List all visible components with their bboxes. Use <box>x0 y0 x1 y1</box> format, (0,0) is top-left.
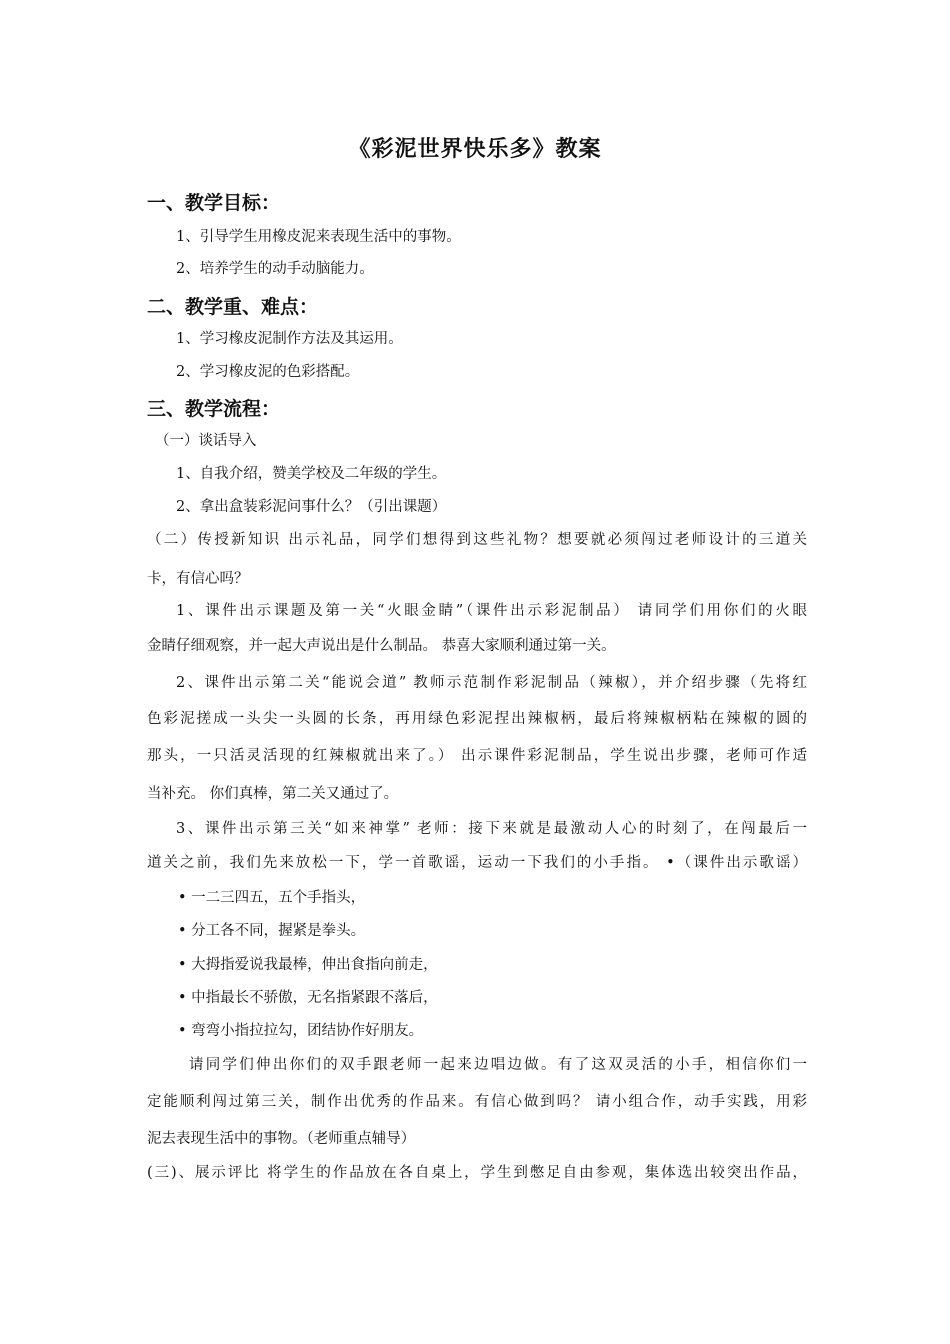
paragraph-line: 1、课件出示课题及第一关“火眼金睛”（课件出示彩泥制品） 请同学们用你们的火眼 <box>176 603 807 619</box>
key-point-item: 2、学习橡皮泥的色彩搭配。 <box>176 364 360 380</box>
intro-item: 1、自我介绍，赞美学校及二年级的学生。 <box>176 466 447 482</box>
section-heading-goals: 一、教学目标： <box>147 192 281 214</box>
goal-item: 2、培养学生的动手动脑能力。 <box>176 261 374 277</box>
part-label-intro: （一）谈话导入 <box>155 433 257 449</box>
intro-item: 2、拿出盒装彩泥问事什么？（引出课题） <box>176 499 447 515</box>
paragraph-line: 那头，一只活灵活现的红辣椒就出来了。） 出示课件彩泥制品，学生说出步骤，老师可作适 <box>147 748 807 764</box>
paragraph-line: 3、课件出示第三关“如来神掌” 老师：接下来就是最激动人心的时刻了，在闯最后一 <box>176 821 807 837</box>
section-heading-key-points: 二、教学重、难点： <box>147 296 319 318</box>
section-heading-process: 三、教学流程： <box>147 398 281 420</box>
paragraph-line: （二）传授新知识 出示礼品，同学们想得到这些礼物？想要就必须闯过老师设计的三道关 <box>147 532 807 548</box>
paragraph-line: 定能顺利闯过第三关，制作出优秀的作品来。有信心做到吗？ 请小组合作，动手实践，用彩 <box>147 1094 807 1110</box>
poem-line: • 中指最长不骄傲，无名指紧跟不落后， <box>178 990 438 1006</box>
paragraph-line: 当补充。 你们真棒，第二关又通过了。 <box>147 786 399 802</box>
paragraph-line: (三)、展示评比 将学生的作品放在各自桌上，学生到憋足自由参观，集体选出较突出作品， <box>147 1165 807 1181</box>
paragraph-line: 泥去表现生活中的事物。（老师重点辅导） <box>147 1131 416 1147</box>
page-title: 《彩泥世界快乐多》教案 <box>348 137 602 162</box>
goal-item: 1、引导学生用橡皮泥来表现生活中的事物。 <box>176 229 461 245</box>
poem-line: • 一二三四五，五个手指头， <box>178 890 366 906</box>
paragraph-line: 卡，有信心吗？ <box>147 571 249 587</box>
paragraph-line: 请同学们伸出你们的双手跟老师一起来边唱边做。有了这双灵活的小手，相信你们一 <box>189 1057 807 1073</box>
poem-line: • 大拇指爱说我最棒，伸出食指向前走， <box>178 957 438 973</box>
paragraph-line: 色彩泥搓成一头尖一头圆的长条，再用绿色彩泥捏出辣椒柄，最后将辣椒柄粘在辣椒的圆的 <box>147 711 807 727</box>
poem-line: • 分工各不同，握紧是拳头。 <box>178 923 366 939</box>
poem-line: • 弯弯小指拉拉勾，团结协作好朋友。 <box>178 1023 424 1039</box>
paragraph-line: 道关之前，我们先来放松一下，学一首歌谣，运动一下我们的小手指。 •（课件出示歌谣） <box>147 855 807 871</box>
key-point-item: 1、学习橡皮泥制作方法及其运用。 <box>176 331 403 347</box>
paragraph-line: 金睛仔细观察，并一起大声说出是什么制品。 恭喜大家顺利通过第一关。 <box>147 638 616 654</box>
paragraph-line: 2、课件出示第二关“能说会道” 教师示范制作彩泥制品（辣椒），并介绍步骤（先将红 <box>176 675 807 691</box>
